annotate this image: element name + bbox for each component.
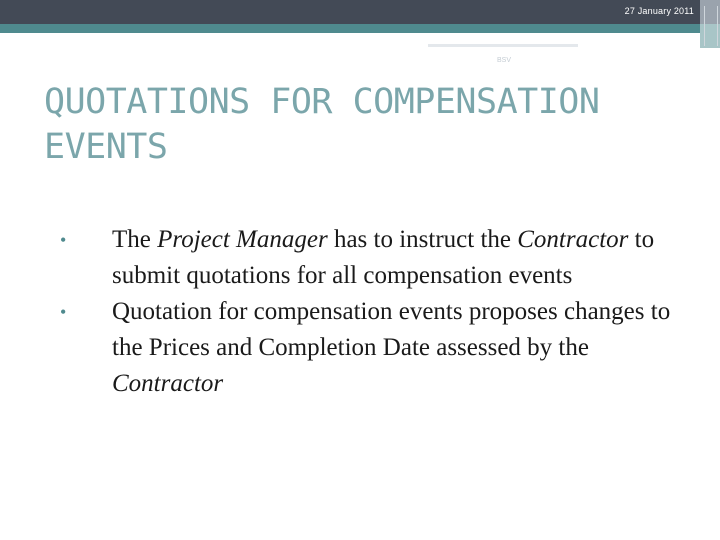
bullet-text-part: to submit quotations for all compensation events xyxy=(112,226,655,289)
bullet-text-part: Quotation for compensation events proposes changes to the Prices and Completion Date assessed by the xyxy=(112,298,671,361)
bullet-icon: • xyxy=(60,230,67,250)
bullet-item-2 xyxy=(52,294,692,402)
decorative-rule xyxy=(428,44,578,47)
bullet-text-part: has to instruct the xyxy=(327,226,518,253)
bullet-icon: • xyxy=(60,302,67,322)
corner-lines xyxy=(704,6,718,46)
logo-text: BSV xyxy=(497,57,512,64)
header-accent-bar xyxy=(0,24,700,33)
slide-title: QUOTATIONS FOR COMPENSATION EVENTS xyxy=(44,82,600,167)
bullet-item-1 xyxy=(52,222,692,294)
bullet-text xyxy=(112,222,692,294)
bullet-text-part-italic: Project Manager xyxy=(157,226,328,253)
bullet-text-part-italic: Contractor xyxy=(112,370,224,397)
header-bar xyxy=(0,0,700,24)
bullet-list xyxy=(52,222,692,402)
bullet-text xyxy=(112,294,692,402)
bullet-text-part: The xyxy=(112,226,158,253)
bullet-text-part-italic: Contractor xyxy=(517,226,629,253)
header-date: 27 January 2011 xyxy=(624,6,694,16)
